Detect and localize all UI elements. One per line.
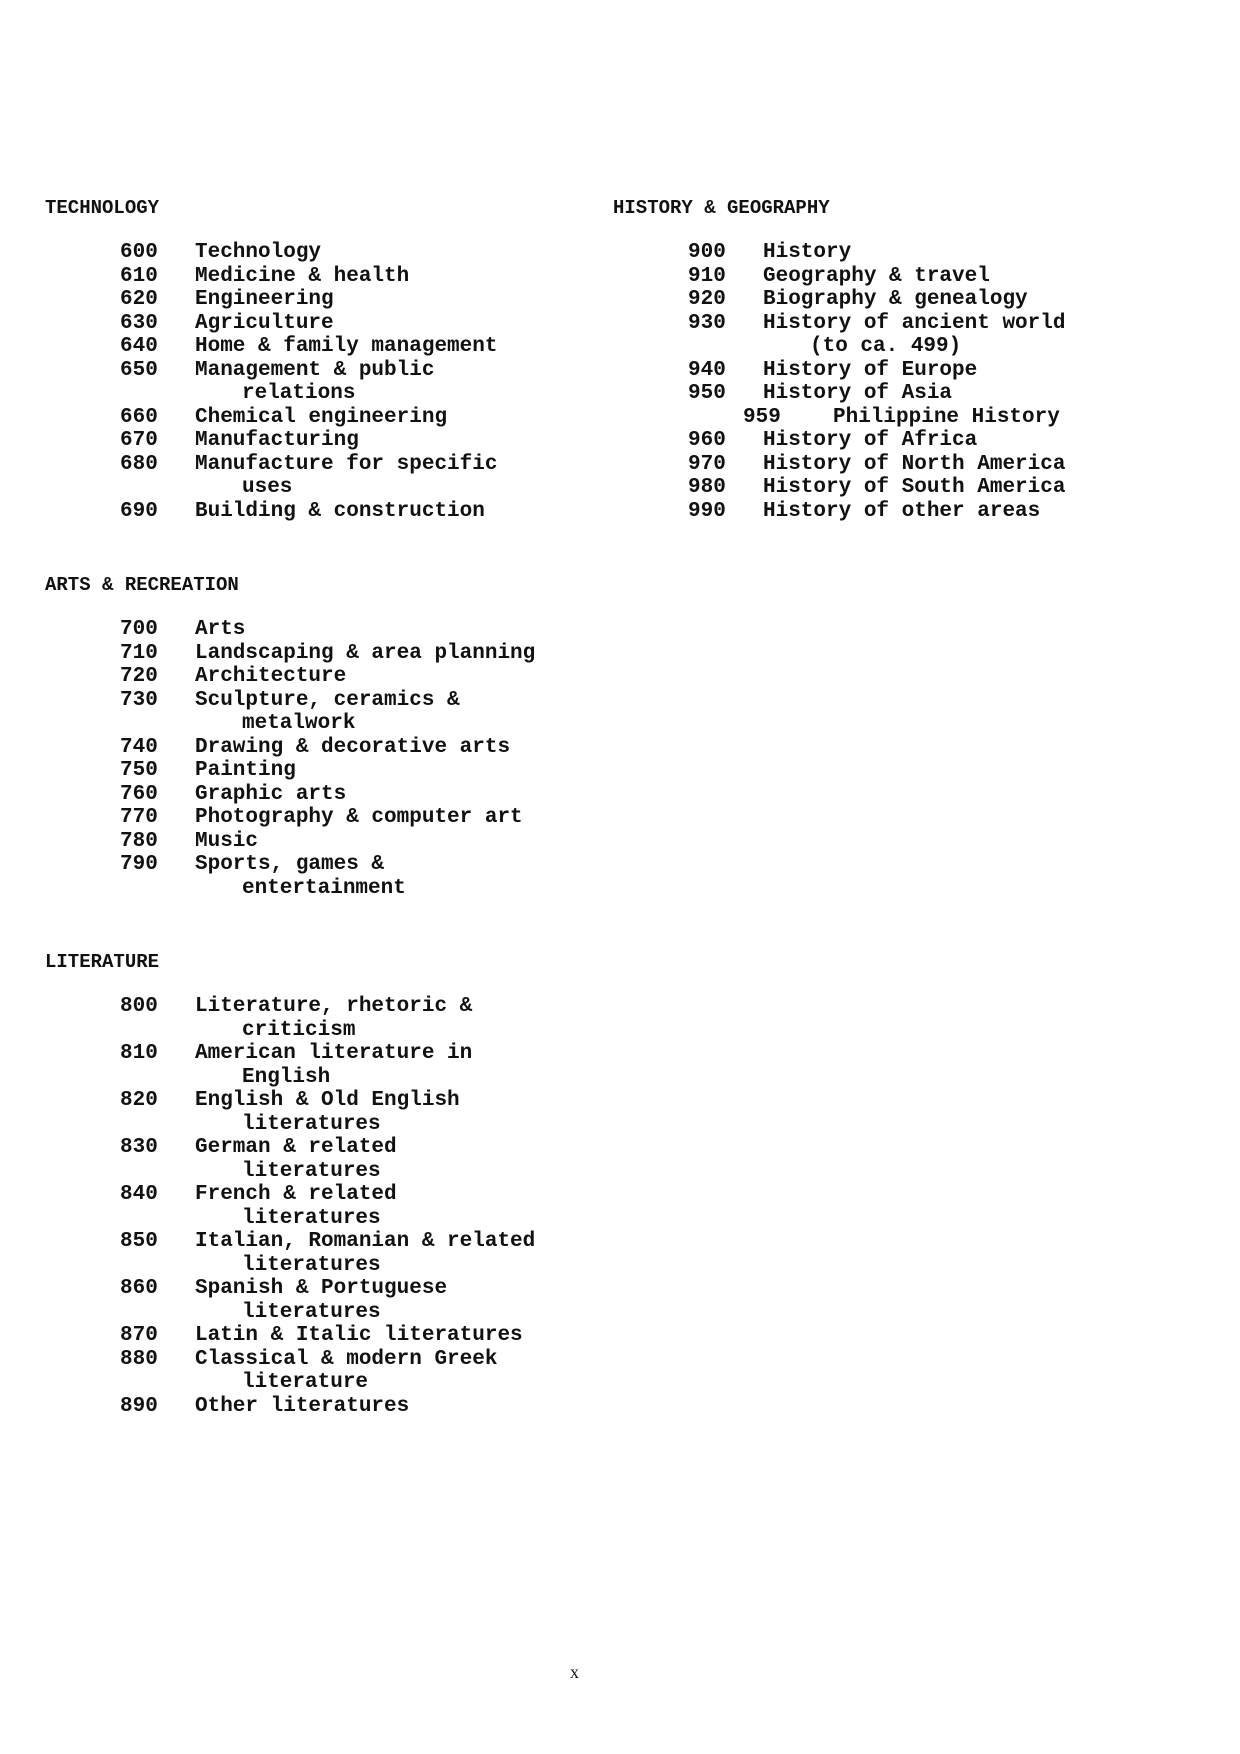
page-number: x — [570, 1662, 579, 1682]
section-heading-literature: LITERATURE — [45, 951, 160, 973]
class-number: 920 — [688, 288, 726, 311]
class-label: Architecture — [195, 665, 347, 688]
class-label: Arts — [195, 618, 246, 641]
class-entry-780 — [120, 830, 535, 854]
class-label: History of ancient world — [763, 311, 1066, 335]
class-number: 870 — [120, 1324, 158, 1347]
class-label: Painting — [195, 759, 296, 782]
class-label-wrap — [763, 312, 1065, 359]
class-label: Sculpture, ceramics & — [195, 688, 460, 712]
class-number: 790 — [120, 853, 158, 876]
class-label-wrap — [195, 853, 406, 900]
class-label: French & related — [195, 1183, 397, 1206]
class-label-wrap — [195, 1042, 472, 1089]
class-number: 890 — [120, 1394, 158, 1418]
class-label: History of other areas — [763, 499, 1041, 523]
class-label-wrap — [763, 265, 990, 289]
class-number: 620 — [120, 288, 158, 311]
class-label-continuation: criticism — [242, 1018, 356, 1042]
class-label: Medicine & health — [195, 264, 410, 288]
class-number: 710 — [120, 641, 158, 665]
class-label: Sports, games & — [195, 853, 385, 876]
class-entry-930 — [688, 312, 1065, 359]
class-label-wrap — [195, 1183, 397, 1230]
class-label: Drawing & decorative arts — [195, 735, 511, 759]
class-number: 830 — [120, 1136, 158, 1159]
class-entry-880 — [120, 1348, 535, 1395]
class-label-wrap — [195, 1277, 447, 1324]
class-entry-750 — [120, 759, 535, 783]
class-label-continuation: English — [242, 1065, 331, 1089]
class-number: 750 — [120, 759, 158, 782]
class-entry-790 — [120, 853, 535, 900]
class-label: Technology — [195, 241, 322, 264]
class-number: 640 — [120, 335, 158, 358]
class-label: History of Europe — [763, 358, 978, 382]
class-entry-650 — [120, 359, 497, 406]
class-label: History of North America — [763, 452, 1066, 476]
class-label-wrap — [195, 1136, 397, 1183]
class-list — [120, 618, 535, 900]
class-label: Spanish & Portuguese — [195, 1277, 448, 1300]
class-entry-830 — [120, 1136, 535, 1183]
class-number: 690 — [120, 499, 158, 523]
class-number: 760 — [120, 782, 158, 806]
class-label-wrap — [195, 1348, 497, 1395]
class-number: 780 — [120, 829, 158, 853]
class-number: 810 — [120, 1042, 158, 1065]
class-entry-600 — [120, 241, 497, 265]
class-label: History of Asia — [763, 382, 953, 405]
class-entry-950 — [688, 382, 1065, 406]
class-label-wrap — [763, 453, 1065, 477]
class-label-continuation: (to ca. 499) — [810, 335, 962, 358]
class-label-wrap — [195, 453, 497, 500]
class-entry-960 — [688, 429, 1065, 453]
class-label-wrap — [195, 736, 510, 760]
class-number: 630 — [120, 311, 158, 335]
class-number: 730 — [120, 688, 158, 712]
class-entry-620 — [120, 288, 497, 312]
class-list — [120, 241, 497, 523]
class-label-wrap — [195, 806, 523, 830]
class-label: Other literatures — [195, 1394, 410, 1418]
class-label-wrap — [195, 830, 258, 854]
class-number: 650 — [120, 358, 158, 382]
class-label: History of South America — [763, 476, 1066, 499]
class-label-wrap — [195, 406, 447, 430]
class-number: 960 — [688, 429, 726, 452]
class-entry-940 — [688, 359, 1065, 383]
class-entry-680 — [120, 453, 497, 500]
class-label: History — [763, 241, 852, 264]
class-number: 740 — [120, 735, 158, 759]
class-number: 670 — [120, 429, 158, 452]
class-label-continuation: literatures — [242, 1112, 381, 1136]
class-label-wrap — [195, 665, 346, 689]
class-label: Geography & travel — [763, 264, 990, 288]
class-label: Italian, Romanian & related — [195, 1230, 536, 1253]
class-label-continuation: literatures — [242, 1159, 381, 1183]
class-label-continuation: relations — [242, 382, 356, 405]
class-label-wrap — [195, 335, 497, 359]
class-label-wrap — [195, 759, 296, 783]
class-label: Engineering — [195, 288, 334, 311]
class-label-wrap — [763, 500, 1040, 524]
class-label-wrap — [195, 241, 321, 265]
class-entry-959 — [678, 406, 1065, 430]
class-number: 900 — [688, 241, 726, 264]
class-label: Biography & genealogy — [763, 288, 1028, 311]
class-label-wrap — [195, 312, 334, 336]
history-section — [613, 196, 1065, 523]
class-entry-810 — [120, 1042, 535, 1089]
class-label-wrap — [195, 429, 359, 453]
class-entry-820 — [120, 1089, 535, 1136]
class-label-continuation: metalwork — [242, 712, 356, 735]
class-entry-770 — [120, 806, 535, 830]
class-label: Music — [195, 829, 259, 853]
class-label: Literature, rhetoric & — [195, 995, 473, 1018]
class-label: American literature in — [195, 1042, 473, 1065]
class-number: 840 — [120, 1183, 158, 1206]
class-entry-870 — [120, 1324, 535, 1348]
class-label-wrap — [195, 359, 434, 406]
class-entry-740 — [120, 736, 535, 760]
class-entry-890 — [120, 1395, 535, 1419]
class-list — [688, 241, 1065, 523]
class-entry-980 — [688, 476, 1065, 500]
class-entry-700 — [120, 618, 535, 642]
class-label-wrap — [195, 783, 346, 807]
section-heading-technology: TECHNOLOGY — [45, 197, 160, 219]
class-label-continuation: literature — [242, 1371, 369, 1394]
class-label-continuation: uses — [242, 476, 293, 499]
class-entry-760 — [120, 783, 535, 807]
class-number: 770 — [120, 806, 158, 829]
class-entry-630 — [120, 312, 497, 336]
class-label-continuation: literatures — [242, 1206, 381, 1230]
class-label-wrap — [195, 1395, 409, 1419]
class-number: 970 — [688, 452, 726, 476]
class-entry-730 — [120, 689, 535, 736]
class-label-continuation: literatures — [242, 1300, 381, 1324]
class-entry-800 — [120, 995, 535, 1042]
class-number: 850 — [120, 1230, 158, 1253]
class-entry-910 — [688, 265, 1065, 289]
class-label: Management & public — [195, 358, 435, 382]
class-label-wrap — [195, 1089, 460, 1136]
class-label: Latin & Italic literatures — [195, 1324, 523, 1347]
class-number: 720 — [120, 665, 158, 688]
class-number: 940 — [688, 358, 726, 382]
class-entry-840 — [120, 1183, 535, 1230]
class-label-continuation: literatures — [242, 1253, 381, 1277]
class-entry-970 — [688, 453, 1065, 477]
class-number: 959 — [743, 405, 781, 429]
section-heading-history: HISTORY & GEOGRAPHY — [613, 197, 830, 219]
class-entry-720 — [120, 665, 535, 689]
class-label: Manufacture for specific — [195, 452, 498, 476]
class-label-wrap — [763, 382, 952, 406]
class-entry-660 — [120, 406, 497, 430]
class-entry-850 — [120, 1230, 535, 1277]
class-label-wrap — [195, 1324, 523, 1348]
class-label-wrap — [195, 642, 535, 666]
class-number: 610 — [120, 264, 158, 288]
class-label-wrap — [195, 618, 245, 642]
literature-section — [45, 950, 535, 1418]
class-label: Classical & modern Greek — [195, 1347, 498, 1371]
class-label: Manufacturing — [195, 429, 359, 452]
class-label: Chemical engineering — [195, 405, 448, 429]
class-label: German & related — [195, 1136, 397, 1159]
class-label: Home & family management — [195, 335, 498, 358]
class-number: 860 — [120, 1277, 158, 1300]
class-label-wrap — [195, 689, 460, 736]
class-number: 600 — [120, 241, 158, 264]
class-label-wrap — [763, 359, 977, 383]
class-entry-610 — [120, 265, 497, 289]
class-label-wrap — [195, 1230, 535, 1277]
class-entry-690 — [120, 500, 497, 524]
class-label-wrap — [763, 288, 1028, 312]
class-number: 700 — [120, 618, 158, 641]
class-label-continuation: entertainment — [242, 876, 406, 900]
class-label-wrap — [195, 995, 472, 1042]
class-number: 990 — [688, 499, 726, 523]
class-entry-990 — [688, 500, 1065, 524]
class-label-wrap — [763, 241, 851, 265]
class-label: History of Africa — [763, 429, 978, 452]
class-label-wrap — [763, 429, 977, 453]
class-label-wrap — [195, 265, 409, 289]
section-heading-arts: ARTS & RECREATION — [45, 574, 239, 596]
class-entry-710 — [120, 642, 535, 666]
class-number: 800 — [120, 995, 158, 1018]
class-list — [120, 995, 535, 1418]
class-number: 820 — [120, 1089, 158, 1112]
technology-section — [45, 196, 497, 523]
class-number: 880 — [120, 1347, 158, 1371]
class-label-wrap — [195, 500, 485, 524]
class-entry-900 — [688, 241, 1065, 265]
class-label: Photography & computer art — [195, 806, 523, 829]
class-number: 660 — [120, 405, 158, 429]
class-number: 680 — [120, 452, 158, 476]
class-entry-920 — [688, 288, 1065, 312]
class-number: 980 — [688, 476, 726, 499]
arts-section — [45, 573, 535, 900]
class-label: Philippine History — [833, 405, 1060, 429]
class-label: Landscaping & area planning — [195, 641, 536, 665]
class-number: 930 — [688, 311, 726, 335]
class-number: 950 — [688, 382, 726, 405]
class-label: Building & construction — [195, 499, 485, 523]
class-label: Graphic arts — [195, 782, 347, 806]
class-number: 910 — [688, 264, 726, 288]
class-label-wrap — [195, 288, 334, 312]
class-label: Agriculture — [195, 311, 334, 335]
class-entry-640 — [120, 335, 497, 359]
class-label-wrap — [833, 406, 1060, 430]
class-entry-670 — [120, 429, 497, 453]
class-entry-860 — [120, 1277, 535, 1324]
class-label: English & Old English — [195, 1089, 460, 1112]
class-label-wrap — [763, 476, 1065, 500]
